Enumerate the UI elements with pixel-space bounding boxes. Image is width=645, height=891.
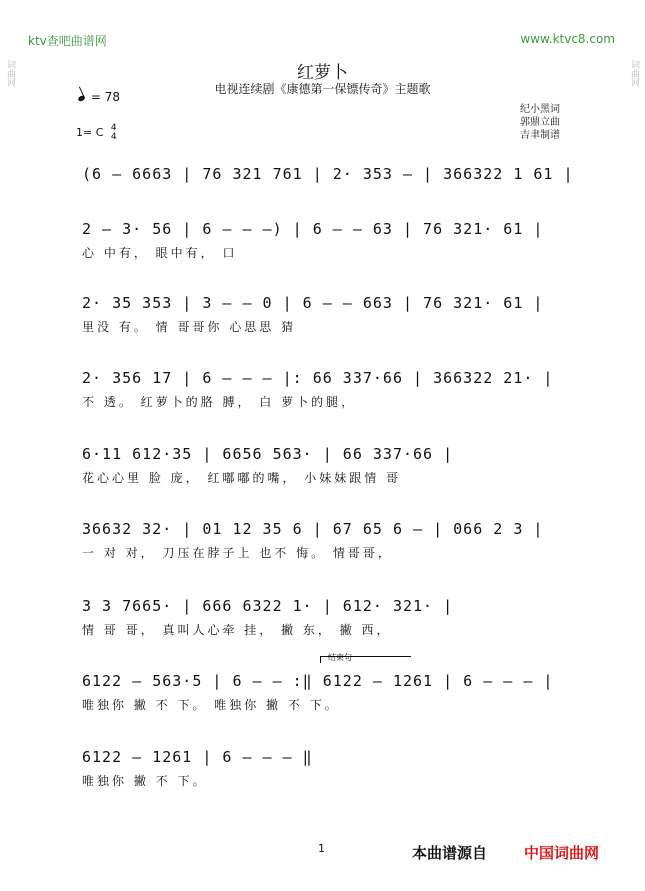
key-signature	[76, 124, 117, 142]
time-sig-bottom: 4	[110, 132, 117, 142]
tempo-value: = 78	[90, 90, 120, 104]
music-line-5: 6·11 612·35 | 6656 563· | 66 337·66 |	[82, 445, 454, 463]
credit-transcriber: 吉聿制谱	[520, 130, 560, 141]
side-mark-left: 词曲网	[5, 60, 15, 87]
footer-site-link[interactable]: 中国词曲网	[524, 844, 600, 862]
lyric-line-3: 里没 有。 情 哥哥你 心思思 猜	[82, 320, 297, 334]
quarter-note-icon	[77, 95, 85, 102]
music-line-9: 6122 — 1261 | 6 — — — ‖	[82, 748, 313, 766]
footer-source: 本曲谱源自	[412, 844, 488, 862]
lyric-line-4: 不 透。 红萝卜的胳 膊， 白 萝卜的腿，	[82, 395, 357, 409]
time-signature	[111, 124, 117, 142]
key-value: 1= C	[76, 126, 104, 139]
music-line-7: 3 3 7665· | 666 6322 1· | 612· 321· |	[82, 597, 454, 615]
tempo-marking	[78, 90, 120, 104]
music-line-1: (6 — 6663 | 76 321 761 | 2· 353 — | 366322 1 61 |	[82, 165, 574, 183]
time-sig-top: 4	[110, 123, 117, 133]
music-line-2: 2 — 3· 56 | 6 — — —) | 6 — — 63 | 76 321· 61 |	[82, 220, 544, 238]
credit-lyricist: 纪小黑词	[520, 104, 560, 115]
lyric-line-2: 心 中有， 眼中有， 口	[82, 246, 238, 260]
lyric-line-6: 一 对 对， 刀压在脖子上 也不 悔。 情哥哥，	[82, 546, 393, 560]
lyric-line-9: 唯独你 撇 不 下。	[82, 774, 208, 788]
watermark-left: ktv查吧曲谱网	[28, 34, 107, 48]
watermark-right: www.ktvc8.com	[520, 32, 615, 46]
side-mark-right: 词曲网	[629, 60, 639, 87]
ending-label: 结束句	[328, 653, 352, 662]
music-line-6: 36632 32· | 01 12 35 6 | 67 65 6 — | 066 2 3 |	[82, 520, 544, 538]
page-number: 1	[318, 842, 325, 855]
lyric-line-7: 情 哥 哥， 真叫人心牵 挂， 撇 东， 撇 西，	[82, 623, 392, 637]
credit-composer: 郭鼎立曲	[520, 117, 560, 128]
song-subtitle: 电视连续剧《康德第一保镖传奇》主题歌	[214, 82, 431, 96]
lyric-line-8: 唯独你 撇 不 下。 唯独你 撇 不 下。	[82, 698, 340, 712]
song-title: 红萝卜	[297, 63, 348, 83]
music-line-4: 2· 356 17 | 6 — — — |: 66 337·66 | 366322 21· |	[82, 369, 554, 387]
music-line-8: 6122 — 563·5 | 6 — — :‖ 6122 — 1261 | 6 — — — |	[82, 672, 554, 690]
music-line-3: 2· 35 353 | 3 — — 0 | 6 — — 663 | 76 321· 61 |	[82, 294, 544, 312]
lyric-line-5: 花心心里 脸 庞， 红嘟嘟的嘴， 小妹妹跟情 哥	[82, 471, 402, 485]
